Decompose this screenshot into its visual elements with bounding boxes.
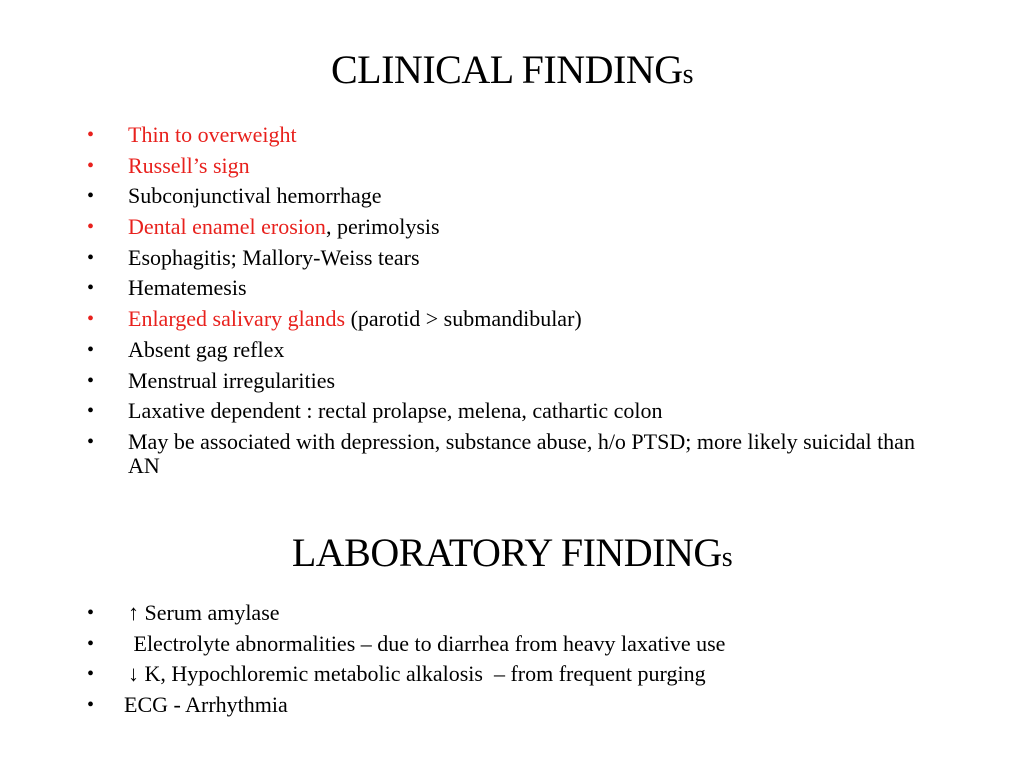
item-text: Esophagitis; Mallory-Weiss tears: [128, 244, 420, 270]
bullet-icon: •: [87, 694, 95, 717]
laboratory-findings-title: [0, 531, 1024, 580]
list-item: [87, 335, 928, 366]
item-highlight-text: Russell’s sign: [128, 152, 250, 178]
clinical-title-main: CLINICAL FINDING: [331, 47, 683, 92]
bullet-icon: •: [87, 185, 95, 208]
list-item: [87, 151, 928, 182]
item-highlight-text: Thin to overweight: [128, 122, 297, 147]
bullet-icon: •: [87, 246, 95, 269]
list-item: [87, 212, 928, 243]
item-text: Absent gag reflex: [128, 336, 285, 362]
bullet-icon: •: [87, 124, 95, 146]
bullet-icon: •: [87, 369, 95, 392]
list-item: [87, 120, 928, 151]
bullet-icon: •: [87, 277, 95, 300]
clinical-title-suffix: s: [682, 59, 693, 90]
item-text: Laxative dependent : rectal prolapse, melena, cathartic colon: [128, 398, 663, 424]
lab-title-main: LABORATORY FINDING: [291, 530, 722, 575]
item-highlight-text: Dental enamel erosion: [128, 214, 326, 240]
list-item: [87, 690, 725, 721]
item-text: Subconjunctival hemorrhage: [128, 183, 382, 209]
bullet-icon: •: [87, 154, 95, 177]
item-text: May be associated with depression, substance abuse, h/o PTSD; more likely suicidal than AN: [128, 428, 915, 478]
list-item: [87, 396, 928, 427]
bullet-icon: •: [87, 663, 95, 686]
lab-title-suffix: s: [721, 542, 733, 573]
bullet-icon: •: [87, 338, 95, 361]
list-item: [87, 427, 928, 478]
bullet-icon: •: [87, 430, 95, 453]
list-item: [87, 304, 928, 335]
bullet-icon: •: [87, 308, 95, 331]
item-text: Hematemesis: [128, 275, 247, 301]
item-highlight-text: Enlarged salivary glands: [128, 306, 346, 332]
item-text: ↑ Serum amylase: [128, 600, 280, 625]
item-text: Menstrual irregularities: [128, 367, 336, 393]
bullet-icon: •: [87, 602, 95, 624]
list-item: [87, 243, 928, 274]
list-item: [87, 598, 725, 629]
item-text: ECG - Arrhythmia: [124, 692, 288, 718]
clinical-findings-list: [87, 120, 928, 478]
item-text: ↓ K, Hypochloremic metabolic alkalosis – from frequent purging: [128, 661, 706, 687]
list-item: [87, 273, 928, 304]
list-item: [87, 629, 725, 660]
item-text: Electrolyte abnormalities – due to diarrhea from heavy laxative use: [128, 630, 726, 656]
bullet-icon: •: [87, 216, 95, 239]
laboratory-findings-list: [87, 598, 725, 721]
item-text: , perimolysis: [325, 214, 440, 240]
bullet-icon: •: [87, 632, 95, 655]
clinical-findings-title: [0, 48, 1024, 97]
bullet-icon: •: [87, 400, 95, 423]
list-item: [87, 181, 928, 212]
list-item: [87, 659, 725, 690]
list-item: [87, 366, 928, 397]
item-text: (parotid > submandibular): [345, 306, 582, 332]
